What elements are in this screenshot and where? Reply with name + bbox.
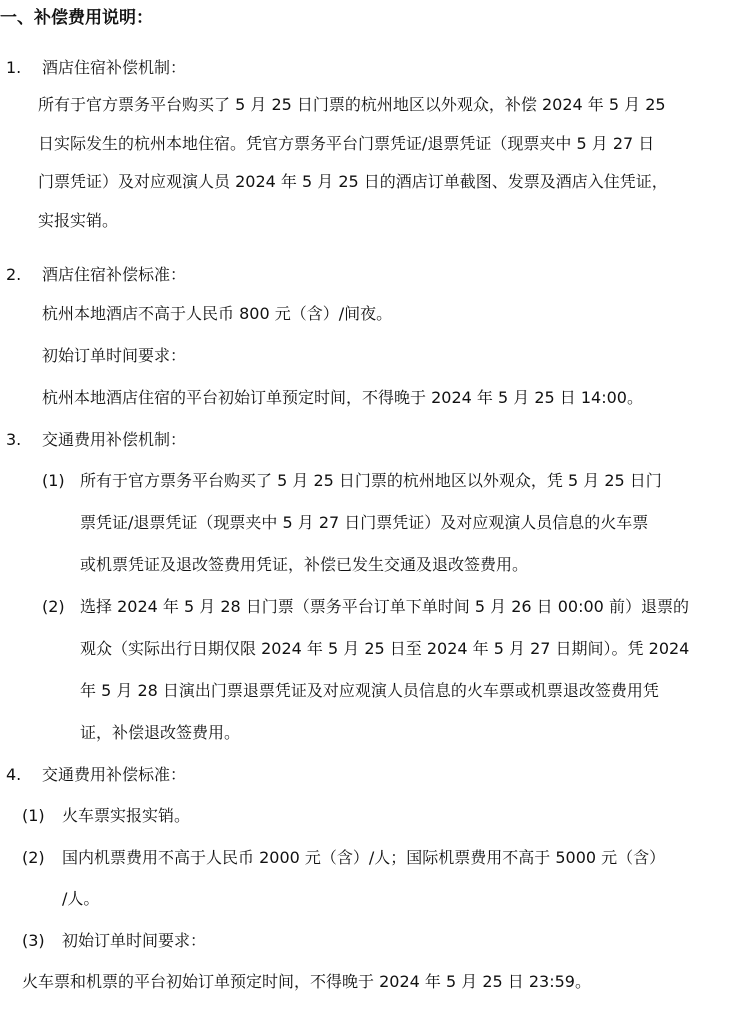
section-heading: 一、补偿费用说明： [0,8,153,28]
section-3-sub-2-line-4: 证，补偿退改签费用。 [80,723,241,742]
section-4-title: 交通费用补偿标准： [42,765,187,784]
section-4-number: 4. [6,765,22,784]
section-4-sub-1-number: (1) [22,806,45,825]
section-4-sub-2-line-1: 国内机票费用不高于人民币 2000 元（含）/人；国际机票费用不高于 5000 元（含） [62,848,666,867]
section-1-line-3: 门票凭证）及对应观演人员 2024 年 5 月 25 日的酒店订单截图、发票及酒店入住凭证， [38,172,668,191]
section-3-sub-2-number: (2) [42,597,65,616]
section-3-sub-2-line-1: 选择 2024 年 5 月 28 日门票（票务平台订单下单时间 5 月 26 日 00:00 前）退票的 [80,597,689,616]
section-1-title: 酒店住宿补偿机制： [42,58,187,77]
section-2-line-3: 杭州本地酒店住宿的平台初始订单预定时间，不得晚于 2024 年 5 月 25 日 14:00。 [42,388,643,407]
section-1-line-2: 日实际发生的杭州本地住宿。凭官方票务平台门票凭证/退票凭证（现票夹中 5 月 27 日 [38,134,655,153]
section-2-line-2: 初始订单时间要求： [42,346,187,365]
section-4-sub-2-number: (2) [22,848,45,867]
section-3-sub-1-line-1: 所有于官方票务平台购买了 5 月 25 日门票的杭州地区以外观众，凭 5 月 25 日门 [80,471,662,490]
section-4-sub-2-line-2: /人。 [62,889,100,908]
section-3-sub-2-line-2: 观众（实际出行日期仅限 2024 年 5 月 25 日至 2024 年 5 月 27 日期间）。凭 2024 [80,639,690,658]
section-3-sub-1-line-3: 或机票凭证及退改签费用凭证，补偿已发生交通及退改签费用。 [80,555,529,574]
section-1-line-1: 所有于官方票务平台购买了 5 月 25 日门票的杭州地区以外观众，补偿 2024 年 5 月 25 [38,95,666,114]
section-3-number: 3. [6,430,22,449]
section-2-line-1: 杭州本地酒店不高于人民币 800 元（含）/间夜。 [42,304,393,323]
section-4-sub-1-line-1: 火车票实报实销。 [62,806,191,825]
section-4-sub-3-line-1: 初始订单时间要求： [62,931,207,950]
section-1-number: 1. [6,58,22,77]
section-3-title: 交通费用补偿机制： [42,430,187,449]
section-2-title: 酒店住宿补偿标准： [42,265,187,284]
section-3-sub-1-number: (1) [42,471,65,490]
section-3-sub-1-line-2: 票凭证/退票凭证（现票夹中 5 月 27 日门票凭证）及对应观演人员信息的火车票 [80,513,649,532]
section-3-sub-2-line-3: 年 5 月 28 日演出门票退票凭证及对应观演人员信息的火车票或机票退改签费用凭 [80,681,659,700]
section-4-footer: 火车票和机票的平台初始订单预定时间，不得晚于 2024 年 5 月 25 日 23:59。 [22,972,591,991]
section-2-number: 2. [6,265,22,284]
section-4-sub-3-number: (3) [22,931,45,950]
section-1-line-4: 实报实销。 [38,211,119,230]
